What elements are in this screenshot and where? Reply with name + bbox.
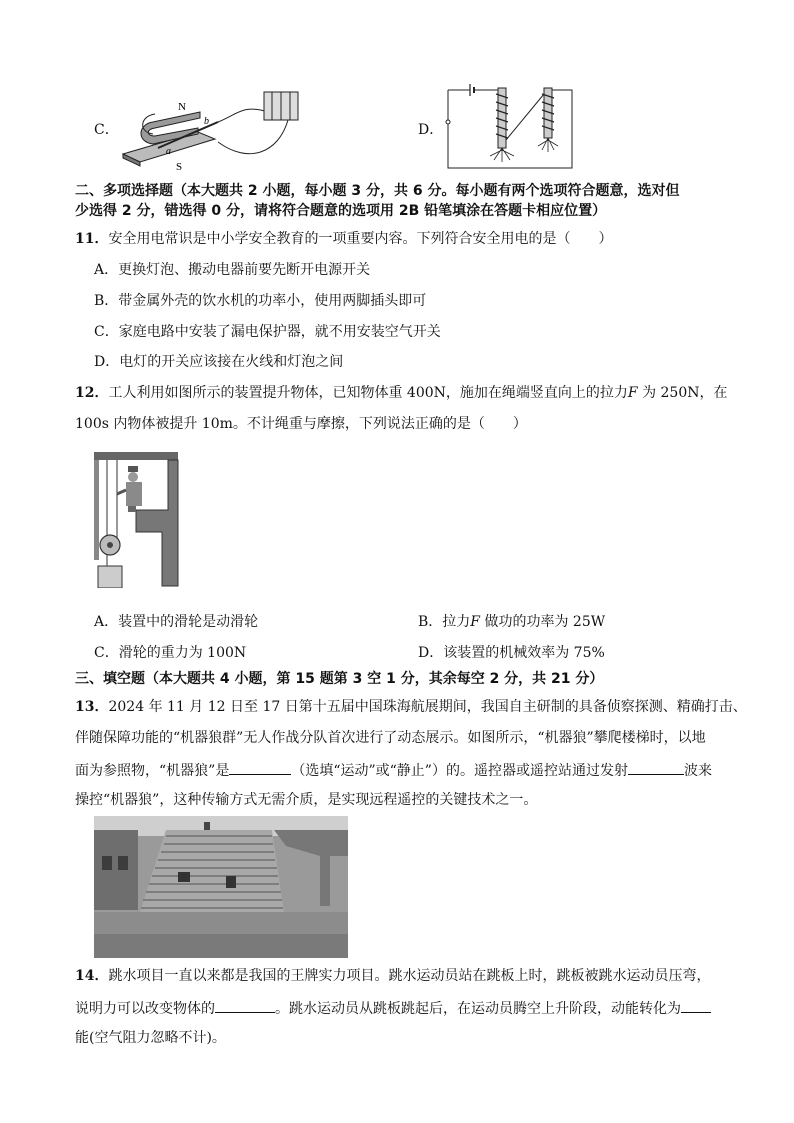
label-a: a: [166, 146, 171, 157]
q12-number: 12．: [75, 385, 109, 401]
q12-option-c[interactable]: C．滑轮的重力为 100N: [94, 645, 247, 661]
q11-number: 11．: [75, 231, 109, 247]
pulley-figure: [92, 450, 184, 588]
q11-option-c[interactable]: C．家庭电路中安装了漏电保护器，就不用安装空气开关: [94, 324, 441, 340]
q12-stem-line2: 100s 内物体被提升 10m。不计绳重与摩擦，下列说法正确的是（ ）: [75, 416, 527, 432]
q13-line1-text: 2024 年 11 月 12 日至 17 日第十五届中国珠海航展期间，我国自主研制的具备侦察探测、精确打击、: [108, 699, 747, 715]
q12-option-b-part2: 做功的功率为 25W: [480, 614, 606, 630]
q12-stem-line1: [75, 383, 728, 403]
q12-option-d[interactable]: D．该装置的机械效率为 75%: [418, 645, 605, 661]
section2-heading-line2: 少选得 2 分，错选得 0 分，请将符合题意的选项用 2B 铅笔填涂在答题卡相应位置）: [75, 203, 607, 219]
option-c-label: C．: [94, 122, 119, 138]
q14-line2-part2: 。跳水运动员从跳板跳起后，在运动员腾空上升阶段，动能转化为: [275, 1001, 681, 1017]
q13-line2: 伴随保障功能的“机器狼群”无人作战分队首次进行了动态展示。如图所示，“机器狼”攀爬楼梯时，以地: [75, 730, 706, 746]
robot-wolf-stairs-photo: [94, 816, 348, 958]
q12-option-b-part1: B．拉力: [418, 614, 471, 630]
q12-stem-part2: 为 250N，在: [637, 385, 728, 401]
q11-stem: [75, 229, 612, 249]
q14-line3: 能(空气阻力忽略不计)。: [75, 1030, 226, 1046]
q14-line2-part1: 说明力可以改变物体的: [75, 1001, 215, 1017]
q14-line1-text: 跳水项目一直以来都是我国的王牌实力项目。跳水运动员站在跳板上时，跳板被跳水运动员压弯，: [108, 968, 711, 984]
q11-option-b[interactable]: B．带金属外壳的饮水机的功率小，使用两脚插头即可: [94, 293, 427, 309]
q14-blank-2[interactable]: [681, 997, 711, 1013]
q13-line4: 操控“机器狼”，这种传输方式无需介质，是实现远程遥控的关键技术之一。: [75, 792, 538, 808]
q14-line1: [75, 966, 710, 986]
q13-line3-part3: 波来: [683, 763, 712, 779]
q12-force-symbol: F: [627, 385, 638, 401]
q12-option-b[interactable]: [418, 612, 605, 632]
q11-text: 安全用电常识是中小学安全教育的一项重要内容。下列符合安全用电的是（ ）: [108, 231, 613, 247]
q13-blank-2[interactable]: [628, 759, 684, 775]
q13-line3-part2: （选填“运动”或“静止”）的。遥控器或遥控站通过发射: [291, 763, 628, 779]
q13-line3: [75, 759, 712, 781]
electromagnet-circuit-figure: [440, 80, 580, 175]
q12-stem-part1: 工人利用如图所示的装置提升物体，已知物体重 400N，施加在绳端竖直向上的拉力: [108, 385, 628, 401]
label-s: S: [176, 161, 183, 173]
q14-blank-1[interactable]: [215, 997, 275, 1013]
q14-number: 14．: [75, 968, 109, 984]
q13-number: 13．: [75, 699, 109, 715]
label-n: N: [178, 101, 186, 113]
magnet-circuit-figure: [118, 84, 318, 174]
q14-line2: [75, 997, 711, 1019]
q12-option-b-force: F: [470, 614, 481, 630]
q11-option-d[interactable]: D．电灯的开关应该接在火线和灯泡之间: [94, 354, 344, 370]
section3-heading: 三、填空题（本大题共 4 小题，第 15 题第 3 空 1 分，其余每空 2 分，共 21 分）: [75, 671, 604, 687]
q11-option-a[interactable]: A．更换灯泡、搬动电器前要先断开电源开关: [94, 262, 371, 278]
q13-line1: [75, 697, 747, 717]
option-d-label: D．: [418, 122, 444, 138]
q13-blank-1[interactable]: [229, 759, 291, 775]
section2-heading-line1: 二、多项选择题（本大题共 2 小题，每小题 3 分，共 6 分。每小题有两个选项符合题意，选对但: [75, 183, 680, 199]
q12-option-a[interactable]: A．装置中的滑轮是动滑轮: [94, 614, 259, 630]
q13-line3-part1: 面为参照物，“机器狼”是: [75, 763, 230, 779]
label-b: b: [204, 116, 209, 127]
